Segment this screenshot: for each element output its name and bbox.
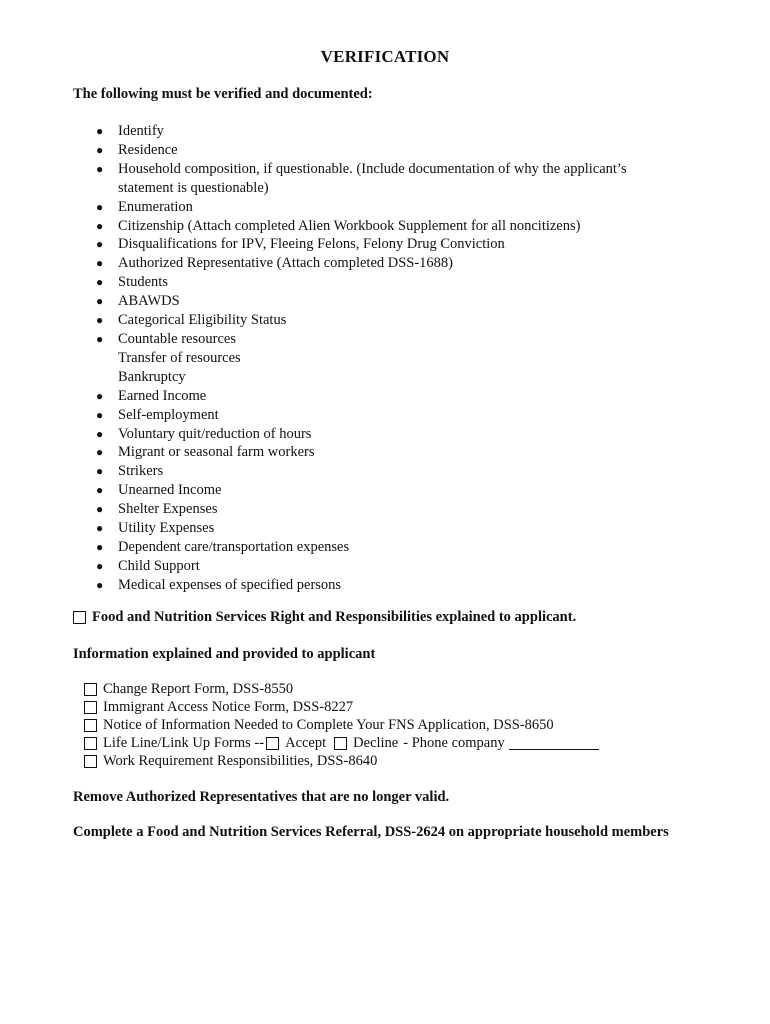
list-item [0, 519, 700, 538]
decline-checkbox[interactable] [334, 737, 347, 750]
decline-label: Decline [353, 735, 399, 751]
bullet-icon: ● [96, 388, 104, 403]
list-item-text: Household composition, if questionable. (Include documentation of why the applicant’s [118, 160, 627, 177]
list-item [0, 122, 700, 141]
list-item-text: Identify [118, 123, 164, 139]
list-item-text: Authorized Representative (Attach completed DSS-1688) [118, 255, 454, 272]
bullet-icon: ● [96, 331, 104, 346]
fns-statement-text: Food and Nutrition Services Right and Responsibilities explained to applicant. [92, 609, 577, 625]
bullet-icon: ● [96, 256, 104, 271]
list-item-text: Self-employment [118, 406, 219, 423]
bullet-icon: ● [96, 237, 104, 252]
work-requirement-checkbox[interactable] [84, 755, 97, 768]
list-item [0, 311, 700, 330]
list-item [0, 481, 700, 500]
bullet-icon: ● [96, 199, 104, 214]
bullet-icon: ● [96, 464, 104, 479]
list-item [0, 254, 700, 273]
list-item-text: Countable resources [118, 330, 236, 347]
list-item [0, 406, 700, 425]
immigrant-access-checkbox[interactable] [84, 701, 97, 714]
list-item-subtext: Bankruptcy [118, 368, 186, 385]
bullet-icon: ● [96, 502, 104, 517]
list-item-text: Voluntary quit/reduction of hours [118, 425, 312, 442]
accept-label: Accept [285, 735, 327, 751]
bullet-icon: ● [96, 539, 104, 554]
remove-statement: Remove Authorized Representatives that are no longer valid. [73, 789, 450, 805]
lifeline-checkbox[interactable] [84, 737, 97, 750]
list-item [0, 273, 700, 292]
lifeline-label: Life Line/Link Up Forms -- [103, 735, 265, 751]
info-heading: Information explained and provided to applicant [73, 646, 376, 662]
bullet-icon: ● [96, 577, 104, 592]
list-item [0, 443, 700, 462]
accept-checkbox[interactable] [266, 737, 279, 750]
work-requirement-label: Work Requirement Responsibilities, DSS-8640 [103, 753, 378, 769]
change-report-checkbox[interactable] [84, 683, 97, 696]
list-item [0, 425, 700, 444]
list-item [84, 680, 599, 698]
list-item [84, 752, 599, 770]
list-item-subtext: Transfer of resources [118, 349, 241, 366]
verification-list [0, 122, 700, 595]
bullet-icon: ● [96, 407, 104, 422]
fns-statement-row [73, 609, 576, 626]
list-item-text: Earned Income [118, 387, 207, 404]
list-item [84, 734, 599, 752]
list-item-text: Shelter Expenses [118, 501, 218, 518]
list-item [0, 330, 700, 387]
list-item [0, 500, 700, 519]
bullet-icon: ● [96, 275, 104, 290]
bullet-icon: ● [96, 218, 104, 233]
list-item-text: Child Support [118, 557, 200, 574]
list-item [0, 462, 700, 481]
bullet-icon: ● [96, 313, 104, 328]
bullet-icon: ● [96, 445, 104, 460]
list-item [0, 292, 700, 311]
list-item-text: Strikers [118, 463, 164, 480]
list-item-text: Disqualifications for IPV, Fleeing Felons, Felony Drug Conviction [118, 236, 505, 253]
list-item-text: Citizenship (Attach completed Alien Workbook Supplement for all noncitizens) [118, 217, 581, 234]
list-item [84, 698, 599, 716]
bullet-icon: ● [96, 426, 104, 441]
change-report-label: Change Report Form, DSS-8550 [103, 681, 294, 697]
notice-info-checkbox[interactable] [84, 719, 97, 732]
list-item-text: Residence [118, 141, 178, 158]
list-item [0, 557, 700, 576]
list-item [0, 217, 700, 236]
bullet-icon: ● [96, 483, 104, 498]
list-item-text: Medical expenses of specified persons [118, 576, 342, 593]
list-item [0, 538, 700, 557]
bullet-icon: ● [96, 521, 104, 536]
list-item-text: Enumeration [118, 198, 193, 215]
notice-info-label: Notice of Information Needed to Complete Your FNS Application, DSS-8650 [103, 717, 554, 733]
bullet-icon: ● [96, 142, 104, 157]
list-item-text: Unearned Income [118, 482, 222, 499]
bullet-icon: ● [96, 294, 104, 309]
list-item-text: ABAWDS [118, 293, 180, 310]
list-item-text: Migrant or seasonal farm workers [118, 444, 315, 461]
list-item-text: Utility Expenses [118, 520, 215, 537]
intro-heading: The following must be verified and documented: [73, 86, 373, 102]
list-item [0, 160, 700, 198]
list-item [0, 198, 700, 217]
bullet-icon: ● [96, 558, 104, 573]
list-item-text: Dependent care/transportation expenses [118, 538, 350, 555]
list-item-text: Categorical Eligibility Status [118, 312, 287, 329]
list-item [0, 387, 700, 406]
list-item [0, 235, 700, 254]
bullet-icon: ● [96, 124, 104, 138]
list-item-subtext: statement is questionable) [118, 179, 269, 196]
fns-explained-checkbox[interactable] [73, 611, 86, 624]
immigrant-access-label: Immigrant Access Notice Form, DSS-8227 [103, 699, 354, 715]
phone-company-label: - Phone company [403, 735, 505, 751]
list-item-text: Students [118, 274, 168, 291]
list-item [0, 576, 700, 595]
bullet-icon: ● [96, 161, 104, 176]
referral-statement: Complete a Food and Nutrition Services Referral, DSS-2624 on appropriate household members [73, 824, 669, 840]
list-item [84, 716, 599, 734]
page-title: VERIFICATION [320, 47, 450, 66]
info-checklist [84, 680, 599, 770]
list-item [0, 141, 700, 160]
phone-company-field[interactable] [509, 737, 599, 750]
